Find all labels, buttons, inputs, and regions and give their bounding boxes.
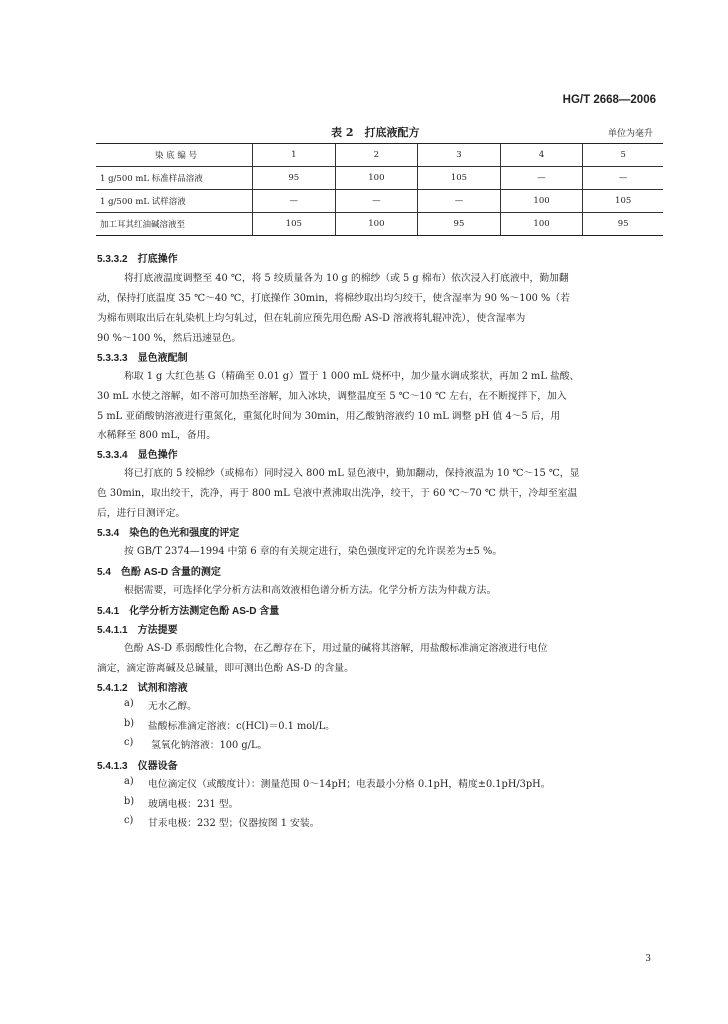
row-label: 1 g/500 mL 试样溶液	[96, 190, 253, 213]
list-item-mark: c)	[124, 815, 134, 826]
paragraph-line: 将已打底的 5 绞棉纱（或棉布）同时浸入 800 mL 显色液中，勤加翻动，保持液温为 10 ℃～15 ℃，显	[124, 468, 580, 479]
list-item-text: 氢氧化钠溶液：100 g/L。	[151, 740, 268, 751]
list-item-text: 甘汞电极：232 型；仪器按图 1 安装。	[148, 818, 320, 829]
paragraph-line: 色酚 AS-D 系弱酸性化合物，在乙醇存在下，用过量的碱将其溶解，用盐酸标准滴定溶液进行电位	[124, 643, 548, 654]
table-cell: 100	[500, 190, 583, 213]
paragraph-line: 后，进行目测评定。	[97, 508, 186, 519]
page-number: 3	[645, 954, 651, 964]
table-cell: 95	[583, 213, 663, 236]
formula-table	[96, 143, 663, 236]
table-cell: 105	[253, 213, 336, 236]
paragraph-line: 动，保持打底温度 35 ℃～40 ℃，打底操作 30min，将棉纱取出均匀绞干，使含湿率为 90 %～100 %（若	[97, 293, 570, 304]
paragraph-line: 水稀释至 800 mL，备用。	[97, 430, 217, 441]
table-header-cell: 4	[500, 144, 583, 167]
paragraph-line: 按 GB/T 2374—1994 中第 6 章的有关规定进行，染色强度评定的允许误差为±5 %。	[124, 546, 503, 557]
table-unit: 单位为毫升	[607, 129, 653, 139]
section-heading-5412: 5.4.1.2 试剂和溶液	[97, 683, 188, 694]
list-item-text: 盐酸标准滴定溶液：c(HCl)＝0.1 mol/L。	[148, 721, 335, 732]
table-cell: 95	[253, 167, 336, 190]
list-item-text: 玻璃电极：231 型。	[148, 799, 239, 810]
list-item-mark: c)	[124, 737, 134, 748]
section-heading-541: 5.4.1 化学分析方法测定色酚 AS-D 含量	[97, 606, 280, 617]
list-item-text: 无水乙醇。	[148, 701, 197, 712]
row-label: 加工耳其红油碱溶液至	[96, 213, 253, 236]
table-cell: 100	[500, 213, 583, 236]
table-header-cell: 1	[253, 144, 336, 167]
table-cell: 105	[418, 167, 501, 190]
list-item-mark: a)	[124, 698, 134, 709]
paragraph-line: 将打底液温度调整至 40 ℃，将 5 绞质量各为 10 g 的棉纱（或 5 g 棉布）依次浸入打底液中，勤加翻	[124, 273, 569, 284]
standard-number: HG/T 2668—2006	[562, 94, 656, 106]
table-header-cell: 3	[418, 144, 501, 167]
table-cell: —	[583, 167, 663, 190]
paragraph-line: 90 %～100 %，然后迅速显色。	[97, 333, 242, 344]
paragraph-line: 根据需要，可选择化学分析方法和高效液相色谱分析方法。化学分析方法为仲裁方法。	[124, 585, 497, 596]
table-cell: 100	[335, 213, 418, 236]
list-item-mark: a)	[124, 776, 134, 787]
list-item-text: 电位滴定仪（或酸度计）：测量范围 0～14pH；电表最小分格 0.1pH，精度±0.1pH/3pH。	[148, 779, 551, 790]
section-heading-5334: 5.3.3.4 显色操作	[97, 450, 178, 461]
row-label: 1 g/500 mL 标准样品溶液	[96, 167, 253, 190]
section-heading-5333: 5.3.3.3 显色液配制	[97, 353, 188, 364]
section-heading-54: 5.4 色酚 AS-D 含量的测定	[97, 567, 221, 578]
table-cell: —	[335, 190, 418, 213]
table-row	[96, 167, 663, 190]
paragraph-line: 色 30min，取出绞干，洗净，再于 800 mL 皂液中煮沸取出洗净，绞干，于 60 ℃～70 ℃ 烘干，冷却至室温	[97, 488, 578, 499]
list-item-mark: b)	[124, 718, 135, 729]
section-heading-5332: 5.3.3.2 打底操作	[97, 254, 178, 265]
table-header-row	[96, 144, 663, 167]
table-cell: —	[418, 190, 501, 213]
paragraph-line: 为棉布则取出后在轧染机上均匀轧过，但在轧前应预先用色酚 AS-D 溶液将轧辊冲洗），使含湿率为	[97, 313, 526, 324]
table-cell: 95	[418, 213, 501, 236]
table-cell: 105	[583, 190, 663, 213]
table-header-cell: 2	[335, 144, 418, 167]
table-row	[96, 213, 663, 236]
table-cell: —	[500, 167, 583, 190]
paragraph-line: 滴定，滴定游离碱及总碱量，即可测出色酚 AS-D 的含量。	[97, 663, 354, 674]
table-header-label: 染 底 编 号	[96, 144, 253, 167]
paragraph-line: 5 mL 亚硝酸钠溶液进行重氮化，重氮化时间为 30min，用乙酸钠溶液约 10 mL 调整 pH 值 4～5 后，用	[97, 411, 561, 422]
section-heading-534: 5.3.4 染色的色光和强度的评定	[97, 528, 240, 539]
paragraph-line: 30 mL 水使之溶解，如不溶可加热至溶解，加入冰块，调整温度至 5 ℃～10 ℃ 左右，在不断搅拌下，加入	[97, 391, 567, 402]
section-heading-5411: 5.4.1.1 方法提要	[97, 625, 178, 636]
table-row	[96, 190, 663, 213]
table-header-cell: 5	[583, 144, 663, 167]
table-caption: 表 2 打底液配方	[331, 126, 420, 139]
paragraph-line: 称取 1 g 大红色基 G（精确至 0.01 g）置于 1 000 mL 烧杯中，加少量水调成浆状，再加 2 mL 盐酸、	[124, 371, 580, 382]
table-cell: —	[253, 190, 336, 213]
list-item-mark: b)	[124, 796, 135, 807]
table-cell: 100	[335, 167, 418, 190]
section-heading-5413: 5.4.1.3 仪器设备	[97, 761, 178, 772]
